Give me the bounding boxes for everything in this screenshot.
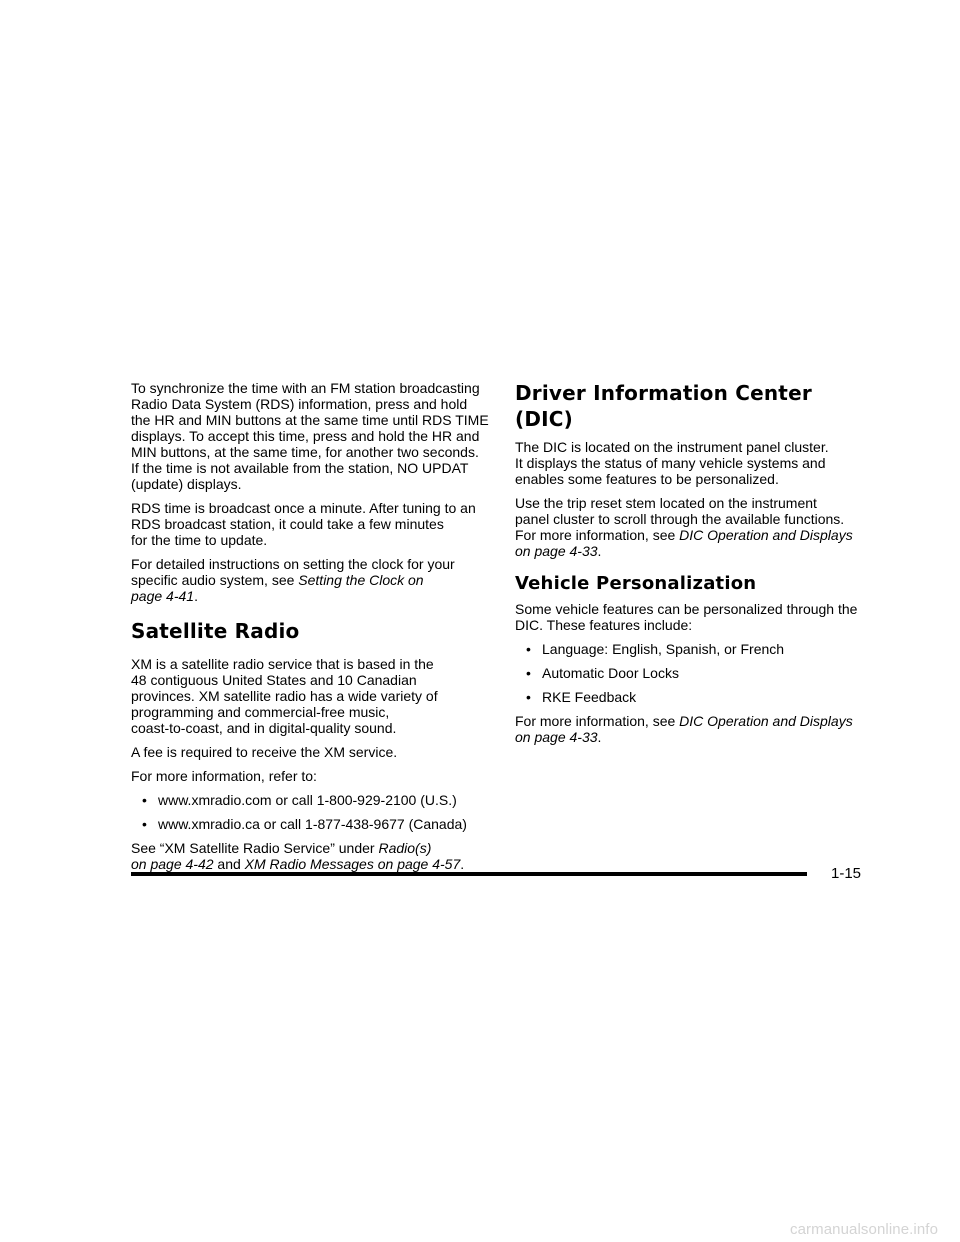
more-info-text: For more information, see [515,713,680,729]
rds-broadcast-paragraph: RDS time is broadcast once a minute. After tuning to an RDS broadcast station, it could take a few minutes for the time to update. [131,500,476,548]
dic-operation-reference-link[interactable]: DIC Operation and Displays on page 4-33 [515,527,853,559]
bullet-icon: • [526,665,531,681]
xm-us-contact: www.xmradio.com or call 1-800-929-2100 (U.S.) [158,792,457,808]
footer-rule [131,872,807,876]
left-column [131,380,497,880]
door-locks-feature: Automatic Door Locks [542,665,679,681]
watermark-text: carmanualsonline.info [790,1221,939,1238]
xm-messages-reference-link[interactable]: XM Radio Messages on page 4-57 [244,856,461,872]
list-item [515,689,875,705]
dic-operation-reference-link-2[interactable]: DIC Operation and Displays on page 4-33 [515,713,853,745]
bullet-icon: • [526,689,531,705]
clock-instructions-paragraph [131,556,497,604]
satellite-radio-heading: Satellite Radio [131,619,300,643]
clock-instructions-text: For detailed instructions on setting the clock for your specific audio system, see [131,556,455,588]
vehicle-personalization-heading: Vehicle Personalization [515,573,757,594]
see-also-text: See “XM Satellite Radio Service” under [131,840,379,856]
list-item [131,792,497,808]
list-item [131,816,497,832]
and-text: and [213,856,245,872]
language-feature: Language: English, Spanish, or French [542,641,785,657]
radios-reference-link[interactable]: Radio(s) on page 4-42 [131,840,432,872]
period: . [597,729,602,745]
see-also-paragraph [131,840,497,872]
period: . [460,856,465,872]
rke-feedback-feature: RKE Feedback [542,689,637,705]
xm-description-paragraph: XM is a satellite radio service that is based in the 48 contiguous United States and 10 Canadian provinces. XM satellite radio has a wide variety of programming and commercial-free music, coast-to-coast, and in digital-quality sound. [131,656,438,736]
list-item [515,641,875,657]
dic-heading: Driver Information Center (DIC) [515,381,812,431]
page-number: 1-15 [831,865,862,882]
trip-reset-text: Use the trip reset stem located on the instrument panel cluster to scroll through the available functions. For more information, see [515,495,845,543]
trip-reset-paragraph [515,495,875,559]
bullet-icon: • [142,792,147,808]
xm-fee-paragraph: A fee is required to receive the XM service. [131,744,398,760]
bullet-icon: • [526,641,531,657]
dic-more-info-paragraph [515,713,875,745]
right-column [515,380,875,753]
xm-canada-contact: www.xmradio.ca or call 1-877-438-9677 (Canada) [158,816,467,832]
period: . [597,543,602,559]
period: . [194,588,198,604]
more-info-paragraph: For more information, refer to: [131,768,317,784]
personalization-intro-paragraph: Some vehicle features can be personalized through the DIC. These features include: [515,601,858,633]
dic-location-paragraph: The DIC is located on the instrument panel cluster. It displays the status of many vehicle systems and enables some features to be personalized. [515,439,829,487]
setting-clock-reference-link[interactable]: Setting the Clock on page 4-41 [131,572,424,604]
rds-sync-paragraph: To synchronize the time with an FM station broadcasting Radio Data System (RDS) information, press and hold the HR and MIN buttons at the same time until RDS TIME displays. To accept this time, press and hold the HR and MIN buttons, at the same time, for another two seconds. If the time is not available from the station, NO UPDAT (update) displays. [131,380,489,492]
list-item [515,665,875,681]
bullet-icon: • [142,816,147,832]
